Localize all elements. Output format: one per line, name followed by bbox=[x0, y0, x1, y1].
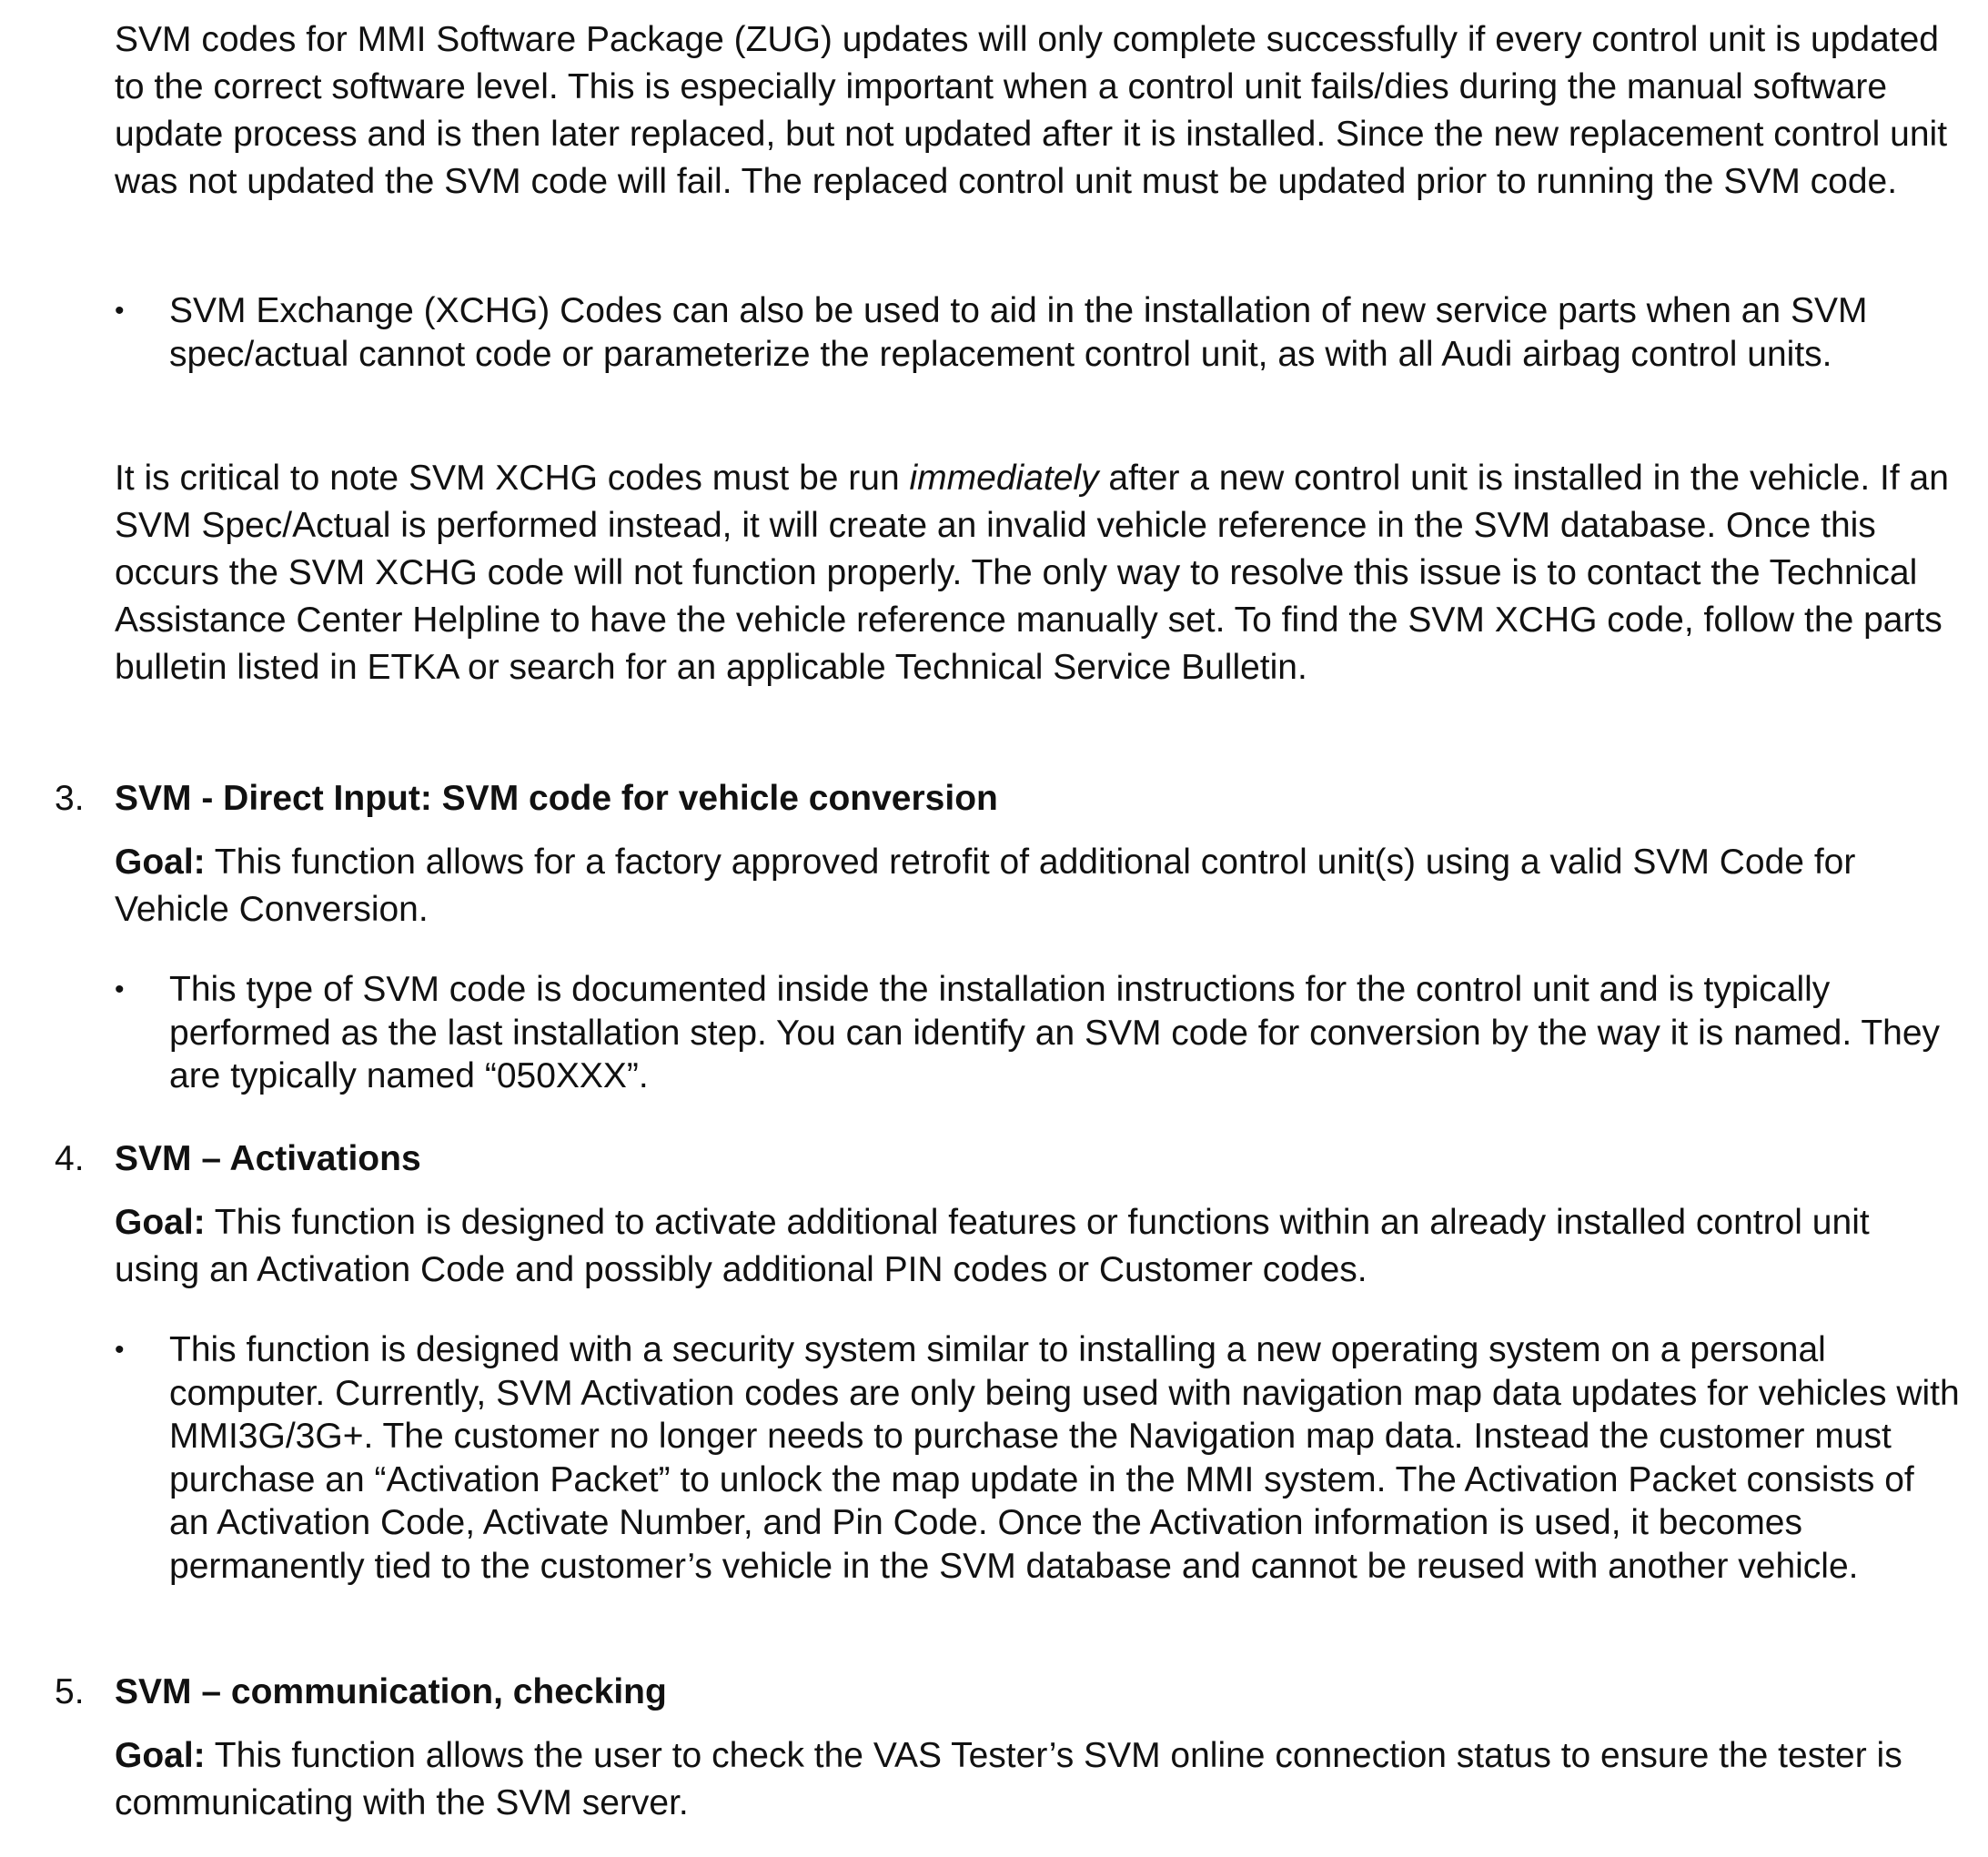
goal-label: Goal: bbox=[115, 1736, 206, 1775]
bullet-text: SVM Exchange (XCHG) Codes can also be used to aid in the installation of new service parts when an SVM spec/actual cannot code or parameterize the replacement control unit, as with all Audi airbag control units. bbox=[169, 291, 1868, 374]
bullet-item-xchg bbox=[115, 289, 1962, 426]
section-title: SVM - Direct Input: SVM code for vehicle conversion bbox=[115, 779, 998, 818]
bullet-icon: • bbox=[115, 1335, 125, 1365]
section-number: 5. bbox=[55, 1672, 85, 1711]
section-4-bullet bbox=[115, 1328, 1962, 1638]
bullet-icon: • bbox=[115, 296, 125, 326]
goal-text: This function allows the user to check the VAS Tester’s SVM online connection status to ensure the tester is communicating with the SVM server. bbox=[115, 1736, 1902, 1822]
section-4-heading bbox=[55, 1135, 1947, 1183]
goal-text: This function allows for a factory approved retrofit of additional control unit(s) using a valid SVM Code for Vehicle Conversion. bbox=[115, 843, 1856, 929]
goal-label: Goal: bbox=[115, 843, 206, 882]
section-3-bullet bbox=[115, 968, 1962, 1105]
bullet-text: This function is designed with a security system similar to installing a new operating system on a personal computer. Currently, SVM Activation codes are only being used with navigation map data updates for vehicles with MMI3G/3G+. The customer no longer needs to purchase the Navigation map data. Instead the customer must purchase an “Activation Packet” to unlock the map update in the MMI system. The Activation Packet consists of an Activation Code, Activate Number, and Pin Code. Once the Activation information is used, it becomes permanently tied to the customer’s vehicle in the SVM database and cannot be reused with another vehicle. bbox=[169, 1330, 1960, 1586]
section-title: SVM – Activations bbox=[115, 1139, 421, 1178]
section-3-heading bbox=[55, 775, 1947, 823]
section-title: SVM – communication, checking bbox=[115, 1672, 667, 1711]
section-number: 3. bbox=[55, 779, 85, 818]
xchg-critical-paragraph bbox=[115, 455, 1953, 691]
emphasis-immediately: immediately bbox=[909, 459, 1099, 498]
section-5-goal bbox=[115, 1732, 1953, 1827]
intro-paragraph: SVM codes for MMI Software Package (ZUG) updates will only complete successfully if every control unit is updated to the correct software level. This is especially important when a control unit fails/dies during the manual software update process and is then later replaced, but not updated after it is installed. Since the new replacement control unit was not updated the SVM code will fail. The replaced control unit must be updated prior to running the SVM code. bbox=[115, 20, 1948, 201]
paragraph-text-start: It is critical to note SVM XCHG codes must be run bbox=[115, 459, 910, 498]
section-5-heading bbox=[55, 1669, 1947, 1716]
section-number: 4. bbox=[55, 1139, 85, 1178]
section-4-goal bbox=[115, 1199, 1953, 1294]
goal-label: Goal: bbox=[115, 1203, 206, 1242]
goal-text: This function is designed to activate additional features or functions within an already installed control unit using an Activation Code and possibly additional PIN codes or Customer codes. bbox=[115, 1203, 1870, 1289]
section-3-goal bbox=[115, 839, 1953, 934]
bullet-text: This type of SVM code is documented inside the installation instructions for the control unit and is typically performed as the last installation step. You can identify an SVM code for conversion by the way it is named. They are typically named “050XXX”. bbox=[169, 970, 1941, 1095]
paragraph-text-end: after a new control unit is installed in the vehicle. If an SVM Spec/Actual is performed instead, it will create an invalid vehicle reference in the SVM database. Once this occurs the SVM XCHG code will not function properly. The only way to resolve this issue is to contact the Technical Assistance Center Helpline to have the vehicle reference manually set. To find the SVM XCHG code, follow the parts bulletin listed in ETKA or search for an applicable Technical Service Bulletin. bbox=[115, 459, 1949, 687]
bullet-icon: • bbox=[115, 974, 125, 1004]
